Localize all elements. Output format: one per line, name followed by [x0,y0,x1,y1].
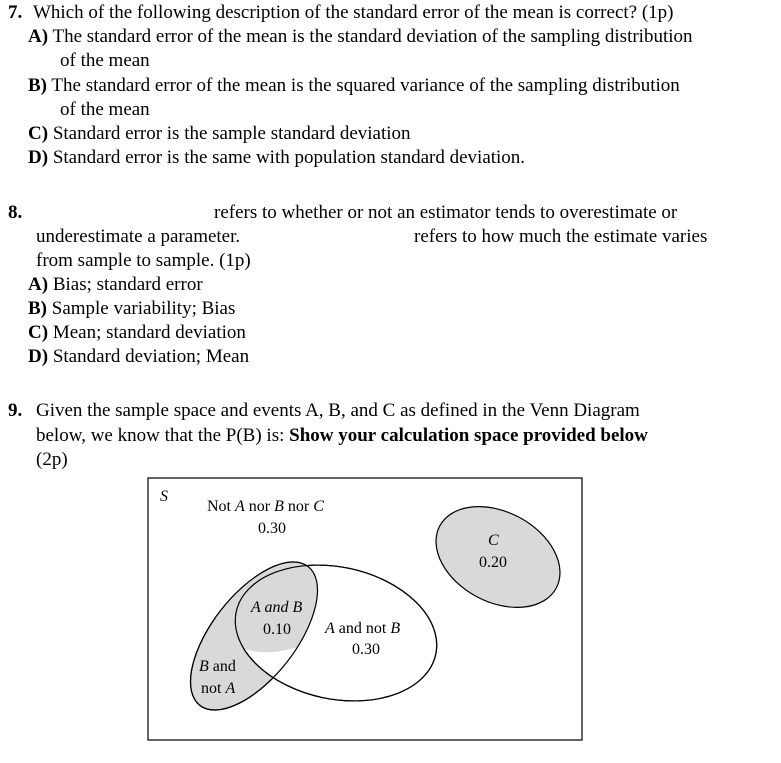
q8-line3: from sample to sample. (1p) [36,250,251,271]
q9-number: 9. [8,400,23,421]
sample-space-label: S [160,488,168,505]
b-not-a-label-line1: B and [199,658,236,675]
q8-option-c: C) Mean; standard deviation [28,322,246,343]
q9-line3: (2p) [36,449,68,470]
q8-option-a: A) Bias; standard error [28,274,203,295]
event-c-label: C [488,532,499,549]
outside-label: Not A nor B nor C [207,498,324,515]
outside-value: 0.30 [258,520,286,537]
q9-line2: below, we know that the P(B) is: Show your calculation space provided below [36,425,648,446]
q7-option-a-cont: of the mean [60,50,150,71]
q7-question-text: Which of the following description of the standard error of the mean is correct? (1p) [33,2,674,23]
a-not-b-label: A and not B [325,620,401,637]
q7-option-b: B) The standard error of the mean is the squared variance of the sampling distribution [28,75,680,96]
b-not-a-label-line2: not A [201,680,236,697]
q7-option-d: D) Standard error is the same with population standard deviation. [28,147,526,168]
a-and-b-label: A and B [251,599,303,616]
q7-option-b-cont: of the mean [60,99,150,120]
a-not-b-value: 0.30 [352,641,380,658]
q8-number: 8. [8,202,23,223]
q7-number: 7. [8,2,23,23]
q8-line1: refers to whether or not an estimator tends to overestimate or [214,202,678,223]
q7-option-a: A) The standard error of the mean is the standard deviation of the sampling distribution [28,26,693,47]
q7-option-c: C) Standard error is the sample standard deviation [28,123,411,144]
q8-line2a: underestimate a parameter. [36,226,241,247]
q8-option-d: D) Standard deviation; Mean [28,346,250,367]
event-c-value: 0.20 [479,554,507,571]
q8-line2b: refers to how much the estimate varies [414,226,708,247]
a-and-b-value: 0.10 [263,621,291,638]
q8-option-b: B) Sample variability; Bias [28,298,236,319]
q9-line1: Given the sample space and events A, B, and C as defined in the Venn Diagram [36,400,640,421]
